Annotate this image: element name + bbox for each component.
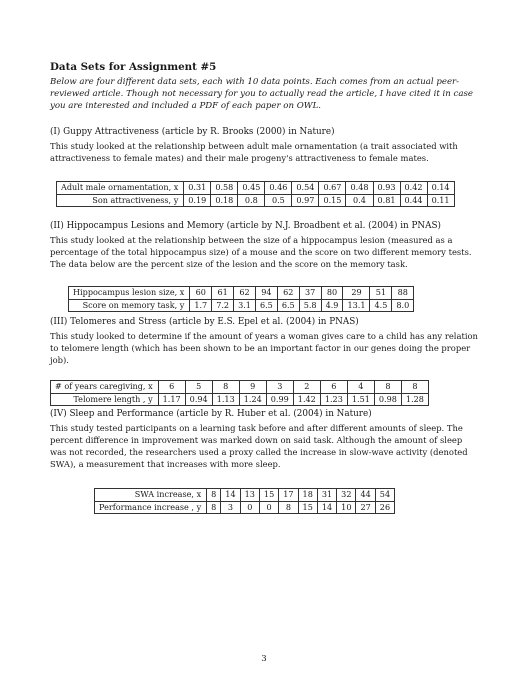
table-cell-y: 8.0 <box>392 299 414 312</box>
table-cell-y: 7.2 <box>212 299 234 312</box>
data-table-1 <box>56 181 455 207</box>
document-intro: Below are four different data sets, each with 10 data points. Each comes from an actual peer-reviewed article. Though not necessary for you to actually read the article, I have cited it in case you are interested and included a PDF of each paper on OWL. <box>50 77 473 111</box>
table-cell-y: 0.18 <box>211 194 238 207</box>
section-2-heading: (II) Hippocampus Lesions and Memory (article by N.J. Broadbent et al. (2004) in PNAS) <box>50 221 441 231</box>
table-cell-y: 0.4 <box>346 194 373 207</box>
table-cell-x: 29 <box>343 287 370 300</box>
table-cell-x: 94 <box>255 287 277 300</box>
table-cell-y: 4.5 <box>370 299 392 312</box>
table-cell-y: 0.99 <box>266 393 293 406</box>
table-cell-y: 0.81 <box>373 194 400 207</box>
table-cell-x: 51 <box>370 287 392 300</box>
row-label-x: Hippocampus lesion size, x <box>69 287 190 300</box>
table-cell-x: 37 <box>299 287 321 300</box>
table-cell-x: 8 <box>374 381 401 394</box>
table-cell-x: 13 <box>240 489 259 502</box>
table-cell-y: 0.15 <box>319 194 346 207</box>
data-table-4 <box>94 488 395 514</box>
table-cell-x: 17 <box>279 489 298 502</box>
table-cell-y: 1.51 <box>347 393 374 406</box>
section-4-heading: (IV) Sleep and Performance (article by R. Huber et al. (2004) in Nature) <box>50 409 372 419</box>
table-cell-y: 0.44 <box>400 194 427 207</box>
table-cell-y: 0.98 <box>374 393 401 406</box>
table-cell-x: 62 <box>234 287 256 300</box>
row-label-y: Performance increase , y <box>95 501 207 514</box>
table-row-y <box>69 299 414 312</box>
table-cell-x: 80 <box>321 287 343 300</box>
table-cell-y: 13.1 <box>343 299 370 312</box>
document-title: Data Sets for Assignment #5 <box>50 61 217 73</box>
section-3-description: This study looked to determine if the amount of years a woman gives care to a child has any relation to telomere length (which has been shown to be an important factor in our genes doing the proper job). <box>50 331 478 365</box>
table-cell-x: 18 <box>298 489 317 502</box>
row-label-y: Score on memory task, y <box>69 299 190 312</box>
table-cell-x: 31 <box>317 489 336 502</box>
table-cell-x: 0.48 <box>346 182 373 195</box>
table-cell-x: 6 <box>158 381 185 394</box>
table-cell-y: 1.23 <box>320 393 347 406</box>
row-label-y: Telomere length , y <box>51 393 159 406</box>
table-cell-x: 0.14 <box>427 182 454 195</box>
table-cell-x: 8 <box>401 381 428 394</box>
table-cell-x: 14 <box>221 489 240 502</box>
table-cell-y: 8 <box>279 501 298 514</box>
table-cell-y: 1.17 <box>158 393 185 406</box>
table-cell-y: 8 <box>207 501 221 514</box>
row-label-y: Son attractiveness, y <box>57 194 184 207</box>
table-cell-x: 0.45 <box>238 182 265 195</box>
table-cell-x: 44 <box>356 489 375 502</box>
table-cell-y: 1.24 <box>239 393 266 406</box>
page-number: 3 <box>261 654 267 664</box>
section-3-heading: (III) Telomeres and Stress (article by E.S. Epel et al. (2004) in PNAS) <box>50 317 359 327</box>
data-table-3 <box>50 380 429 406</box>
table-cell-y: 0 <box>240 501 259 514</box>
table-cell-x: 5 <box>185 381 212 394</box>
data-table-2 <box>68 286 414 312</box>
table-cell-x: 0.46 <box>265 182 292 195</box>
table-cell-x: 2 <box>293 381 320 394</box>
table-row-x <box>95 489 395 502</box>
table-cell-x: 0.93 <box>373 182 400 195</box>
table-cell-x: 54 <box>375 489 394 502</box>
table-cell-x: 0.67 <box>319 182 346 195</box>
table-cell-y: 27 <box>356 501 375 514</box>
table-cell-y: 0.94 <box>185 393 212 406</box>
table-cell-y: 4.9 <box>321 299 343 312</box>
table-cell-x: 4 <box>347 381 374 394</box>
table-cell-y: 14 <box>317 501 336 514</box>
table-cell-y: 0.19 <box>184 194 211 207</box>
table-row-x <box>69 287 414 300</box>
table-cell-x: 8 <box>207 489 221 502</box>
table-cell-x: 0.54 <box>292 182 319 195</box>
table-cell-y: 3.1 <box>234 299 256 312</box>
table-cell-y: 1.13 <box>212 393 239 406</box>
table-cell-y: 6.5 <box>277 299 299 312</box>
row-label-x: Adult male ornamentation, x <box>57 182 184 195</box>
table-cell-y: 0.97 <box>292 194 319 207</box>
table-cell-x: 9 <box>239 381 266 394</box>
table-row-x <box>57 182 455 195</box>
table-cell-y: 26 <box>375 501 394 514</box>
table-cell-y: 15 <box>298 501 317 514</box>
table-cell-x: 8 <box>212 381 239 394</box>
table-row-y <box>51 393 429 406</box>
table-cell-y: 1.28 <box>401 393 428 406</box>
section-4-description: This study tested participants on a learning task before and after different amounts of sleep. The percent difference in improvement was marked down on said task. Although the amount of sleep was not recorded, the researchers used a proxy called the increase in slow-wave activity (denoted SWA), a measurement that increases with more sleep. <box>50 423 468 469</box>
table-cell-y: 10 <box>337 501 356 514</box>
table-cell-y: 5.8 <box>299 299 321 312</box>
table-cell-x: 61 <box>212 287 234 300</box>
table-cell-y: 1.42 <box>293 393 320 406</box>
table-cell-x: 3 <box>266 381 293 394</box>
table-row-y <box>95 501 395 514</box>
table-cell-x: 60 <box>190 287 212 300</box>
table-row-y <box>57 194 455 207</box>
table-cell-y: 6.5 <box>255 299 277 312</box>
table-cell-x: 0.31 <box>184 182 211 195</box>
table-cell-y: 0 <box>259 501 278 514</box>
table-cell-y: 0.11 <box>427 194 454 207</box>
table-cell-y: 0.5 <box>265 194 292 207</box>
section-2-description: This study looked at the relationship between the size of a hippocampus lesion (measured as a percentage of the total hippocampus size) of a mouse and the score on two different memory tests. The data below are the percent size of the lesion and the score on the memory task. <box>50 235 472 269</box>
table-cell-x: 62 <box>277 287 299 300</box>
table-cell-x: 0.42 <box>400 182 427 195</box>
table-cell-x: 15 <box>259 489 278 502</box>
table-cell-x: 32 <box>337 489 356 502</box>
table-cell-x: 0.58 <box>211 182 238 195</box>
table-row-x <box>51 381 429 394</box>
row-label-x: # of years caregiving, x <box>51 381 159 394</box>
section-1-description: This study looked at the relationship between adult male ornamentation (a trait associated with attractiveness to female mates) and their male progeny's attractiveness to female mates. <box>50 141 458 163</box>
table-cell-x: 6 <box>320 381 347 394</box>
table-cell-x: 88 <box>392 287 414 300</box>
table-cell-y: 3 <box>221 501 240 514</box>
section-1-heading: (I) Guppy Attractiveness (article by R. Brooks (2000) in Nature) <box>50 127 335 137</box>
table-cell-y: 0.8 <box>238 194 265 207</box>
row-label-x: SWA increase, x <box>95 489 207 502</box>
table-cell-y: 1.7 <box>190 299 212 312</box>
